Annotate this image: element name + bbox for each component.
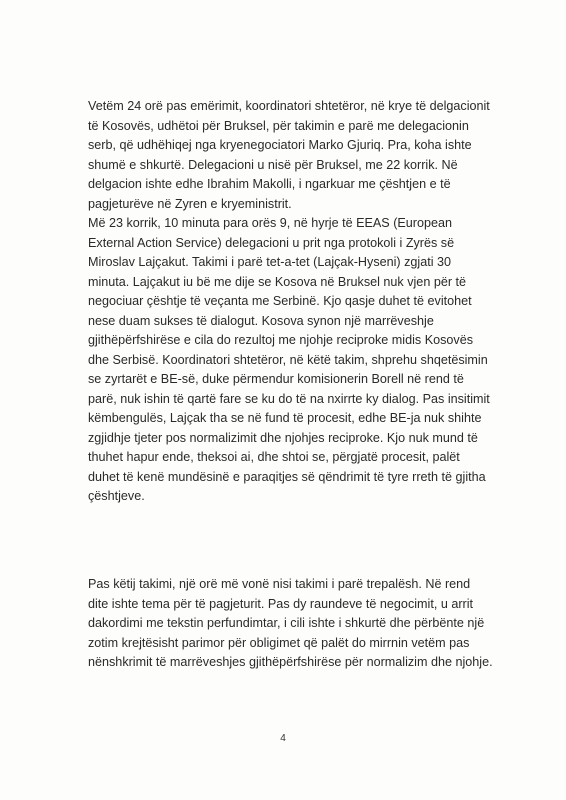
text-line: duhet të kenë mundësinë e paraqitjes së qëndrimit të tyre rreth të gjitha bbox=[88, 469, 486, 484]
text-line: nese duam sukses të dialogut. Kosova synon një marrëveshje bbox=[88, 313, 434, 328]
text-line: negociuar çështje të veçanta me Serbinë. Kjo qasje duhet të evitohet bbox=[88, 294, 472, 308]
text-line: Vetëm 24 orë pas emërimit, koordinatori shtetëror, në krye të delgacionit bbox=[88, 99, 490, 113]
paragraph-2 bbox=[88, 575, 512, 673]
text-line: çështjeve. bbox=[88, 489, 145, 503]
text-line: minuta. Lajçakut iu bë me dije se Kosova në Bruksel nuk vjen për të bbox=[88, 274, 467, 289]
text-line: dhe Serbisë. Koordinatori shtetëror, në këtë takim, shprehu shqetësimin bbox=[88, 352, 488, 367]
text-line: delgacion ishte edhe Ibrahim Makolli, i ngarkuar me çështjen e të bbox=[88, 177, 451, 191]
text-line: External Action Service) delegacioni u prit nga protokoli i Zyrës së bbox=[88, 235, 455, 250]
text-line: gjithëpërfshirëse e cila do rezultoj me njohje reciproke midis Kosovës bbox=[88, 333, 473, 347]
text-line: se zyrtarët e BE-së, duke përmendur komisionerin Borell në rend të bbox=[88, 372, 464, 386]
page-number: 4 bbox=[280, 733, 286, 744]
text-line: thuhet hapur ende, theksoi ai, dhe shtoi se, përgjatë procesit, palët bbox=[88, 450, 460, 464]
text-line: pagjeturëve në Zyren e kryeministrit. bbox=[88, 196, 292, 211]
text-line: zgjidhje tjeter pos normalizimit dhe njohjes reciproke. Kjo nuk mund të bbox=[88, 430, 478, 445]
text-line: të Kosovës, udhëtoi për Bruksel, për takimin e parë me delegacionin bbox=[88, 118, 469, 133]
text-line: serb, që udhëhiqej nga kryenegociatori Marko Gjuriq. Pra, koha ishte bbox=[88, 138, 472, 152]
text-line: nënshkrimit të marrëveshjes gjithëpërfshirëse për normalizim dhe njohje. bbox=[88, 655, 493, 669]
text-line: zotim krejtësisht parimor për obligimet që palët do mirrnin vetëm pas bbox=[88, 635, 470, 650]
text-line: Pas këtij takimi, një orë më vonë nisi takimi i parë trepalësh. Në rend bbox=[88, 577, 471, 591]
text-line: dite ishte tema për të pagjeturit. Pas dy raundeve të negocimit, u arrit bbox=[88, 596, 474, 611]
text-line: Miroslav Lajçakut. Takimi i parë tet-a-tet (Lajçak-Hyseni) zgjati 30 bbox=[88, 255, 452, 269]
text-line: dakordimi me tekstin perfundimtar, i cili ishte i shkurtë dhe përbënte një bbox=[88, 616, 485, 630]
text-line: shumë e shkurtë. Delegacioni u nisë për Bruksel, me 22 korrik. Në bbox=[88, 157, 458, 172]
text-line: parë, nuk ishin të qartë fare se ku do të na nxirrte ky dialog. Pas insitimit bbox=[88, 391, 490, 406]
text-line: Më 23 korrik, 10 minuta para orës 9, në hyrje të EEAS (European bbox=[88, 216, 453, 230]
paragraph-1 bbox=[88, 97, 512, 507]
text-line: këmbengulës, Lajçak tha se në fund të procesit, edhe BE-ja nuk shihte bbox=[88, 411, 482, 425]
